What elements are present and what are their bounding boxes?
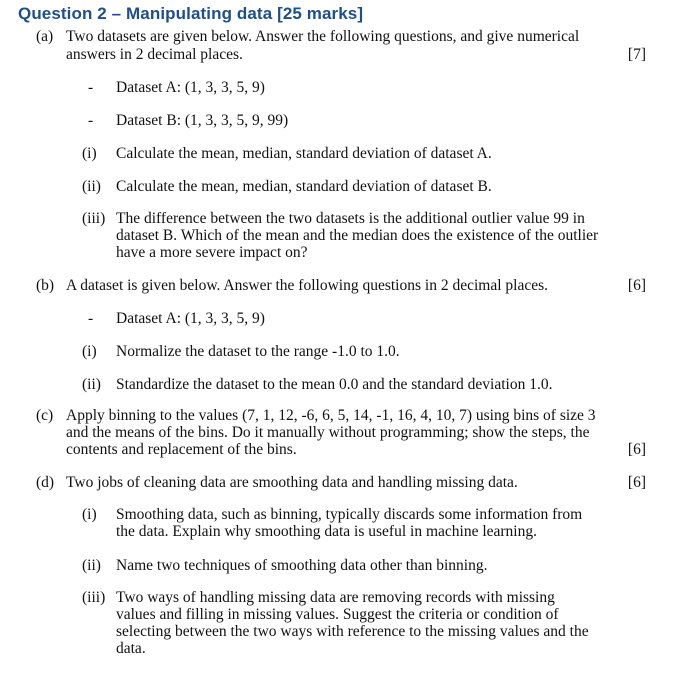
- part-b-dataset-text: Dataset A: (1, 3, 3, 5, 9): [116, 310, 265, 327]
- part-a-marks: [7]: [627, 46, 646, 63]
- part-b-ii-text: Standardize the dataset to the mean 0.0 and the standard deviation 1.0.: [116, 376, 553, 393]
- part-d-ii-text: Name two techniques of smoothing data other than binning.: [116, 557, 488, 574]
- part-c-line3: contents and replacement of the bins.: [66, 441, 297, 458]
- part-a-i-label: (i): [82, 145, 97, 162]
- part-a-iii-label: (iii): [82, 210, 106, 227]
- part-a-iii-line3: have a more severe impact on?: [116, 244, 308, 261]
- part-a-label: (a): [36, 28, 54, 45]
- part-a-iii-line1: The difference between the two datasets is the additional outlier value 99 in: [116, 210, 585, 227]
- part-d-iii-line4: data.: [116, 640, 146, 657]
- part-b-text: A dataset is given below. Answer the following questions in 2 decimal places.: [66, 277, 548, 294]
- part-a-ii-text: Calculate the mean, median, standard deviation of dataset B.: [116, 178, 492, 195]
- part-a-line1: Two datasets are given below. Answer the following questions, and give numerical: [66, 28, 580, 45]
- dataset-b-text: Dataset B: (1, 3, 3, 5, 9, 99): [116, 112, 289, 129]
- dataset-a-bullet: -: [88, 79, 94, 96]
- part-d-iii-line2: values and filling in missing values. Suggest the criteria or condition of: [116, 606, 559, 623]
- part-d-i-label: (i): [82, 506, 97, 523]
- part-b-i-label: (i): [82, 343, 97, 360]
- part-b-i-text: Normalize the dataset to the range -1.0 to 1.0.: [116, 343, 400, 360]
- part-b-label: (b): [36, 277, 55, 294]
- part-a-iii-line2: dataset B. Which of the mean and the median does the existence of the outlier: [116, 227, 599, 244]
- dataset-a-text: Dataset A: (1, 3, 3, 5, 9): [116, 79, 265, 96]
- part-c-line2: and the means of the bins. Do it manually without programming; show the steps, the: [66, 424, 590, 441]
- part-c-line1: Apply binning to the values (7, 1, 12, -6, 6, 5, 14, -1, 16, 4, 10, 7) using bins of size 3: [66, 407, 596, 424]
- part-d-ii-label: (ii): [82, 557, 101, 574]
- question-heading: Question 2 – Manipulating data [25 marks]: [18, 4, 364, 23]
- dataset-b-bullet: -: [88, 112, 94, 129]
- part-b-ii-label: (ii): [82, 376, 101, 393]
- part-d-iii-line3: selecting between the two ways with reference to the missing values and the: [116, 623, 589, 640]
- part-d-label: (d): [36, 474, 55, 491]
- part-c-label: (c): [36, 407, 54, 424]
- part-a-line2: answers in 2 decimal places.: [66, 46, 243, 63]
- part-d-iii-label: (iii): [82, 589, 106, 606]
- part-d-text: Two jobs of cleaning data are smoothing data and handling missing data.: [66, 474, 518, 491]
- part-d-i-line2: the data. Explain why smoothing data is useful in machine learning.: [116, 523, 537, 540]
- part-a-ii-label: (ii): [82, 178, 101, 195]
- part-c-marks: [6]: [627, 441, 646, 458]
- part-d-i-line1: Smoothing data, such as binning, typically discards some information from: [116, 506, 583, 523]
- part-b-dataset-bullet: -: [88, 310, 94, 327]
- part-d-iii-line1: Two ways of handling missing data are removing records with missing: [116, 589, 555, 606]
- part-a-i-text: Calculate the mean, median, standard deviation of dataset A.: [116, 145, 492, 162]
- part-b-marks: [6]: [627, 277, 646, 294]
- part-d-marks: [6]: [627, 474, 646, 491]
